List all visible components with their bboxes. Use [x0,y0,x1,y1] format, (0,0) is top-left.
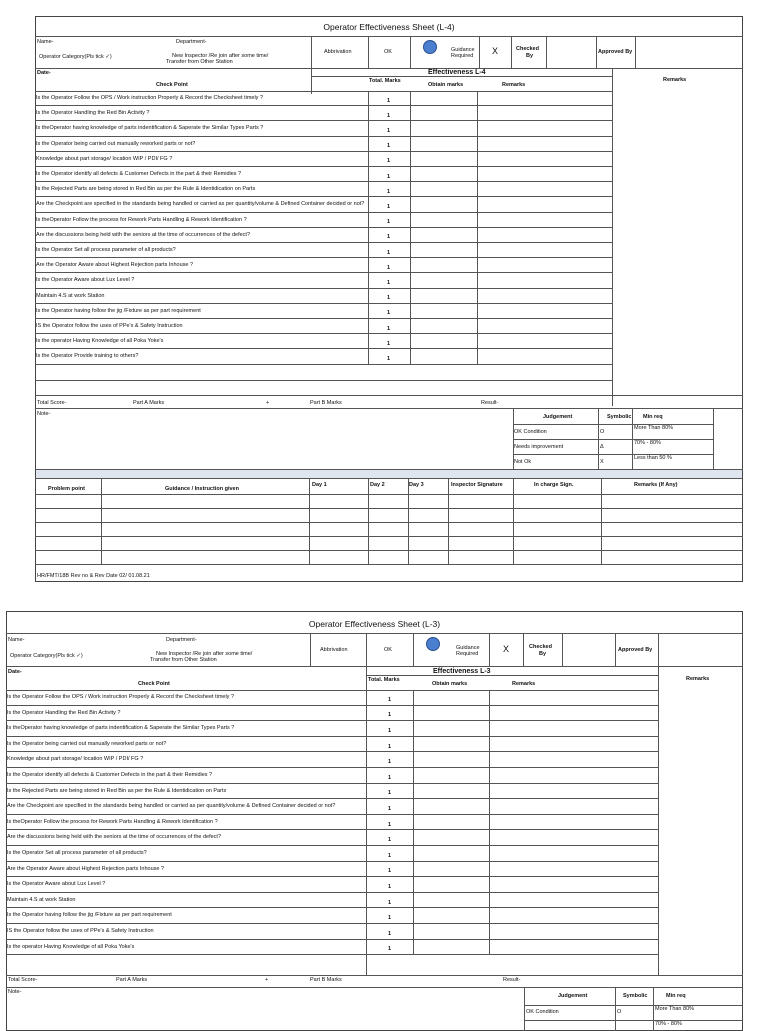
checkpoint-text: Is the Operator Handling the Red Bin Activity ? [36,110,150,117]
checkpoint-mark: 1 [387,264,391,271]
effectiveness-label: Effectiveness L-4 [428,69,486,76]
checkpoint-mark: 1 [387,340,391,347]
abbrivation-label: Abbrivation [324,49,352,55]
judgement-ok-label: OK Condition [526,1009,559,1015]
effectiveness-label: Effectiveness L-3 [433,668,491,675]
total-score-label: Total Score- [8,977,38,983]
checkpoint-mark: 1 [388,930,392,937]
guidance-label: Guidance [451,47,475,53]
checkpoint-mark: 1 [387,249,391,256]
checkpoint-mark: 1 [388,759,392,766]
checkpoint-mark: 1 [388,915,392,922]
checkpoint-text: Is the Rejected Parts are being stored in Red Bin as per the Rule & Identidication on Parts [36,186,256,193]
checkpoint-text: Is the Operator identify all defects & Customer Defects in the part & their Remidies ? [7,772,213,778]
checkpoint-text: Is the Operator being carried out manually reworked parts or not? [7,740,167,747]
transfer-option[interactable]: Transfer from Other Station [166,59,233,65]
new-inspector-option[interactable]: New Inspector /Re join after some time/ [172,53,269,59]
checkpoint-row [6,940,658,956]
total-marks-header: Total. Marks [369,78,401,84]
judgement-notok-label: Not Ok [514,459,532,465]
checkpoint-text: Is the Rejected Parts are being stored in Red Bin as per the Rule & Identidication on Parts [7,787,227,794]
checkpoint-text: Is the Operator Aware about Lux Level ? [36,277,135,284]
transfer-option[interactable]: Transfer from Other Station [150,657,217,663]
checked-label: Checked [529,644,552,650]
checkpoint-text: Are the discussions being held with the seniors at the time of occurrences of the defect? [36,231,251,238]
abbrivation-label: Abbrivation [320,647,348,653]
checkpoint-text: Maintain 4.S at work Station [7,896,76,903]
judgement-ok-min: More Than 80% [634,425,674,431]
checkpoint-text: Is the Operator Provide training to others? [36,353,139,360]
name-label: Name- [37,39,54,45]
checkpoint-row [6,862,658,878]
checkpoint-text: Are the Operator Aware about Highest Rejection parts Inhouse ? [36,262,194,269]
checkpoint-text: Are the Operator Aware about Highest Rejection parts Inhouse ? [7,865,165,872]
checkpoint-mark: 1 [387,355,391,362]
checkpoint-text: Is the Operator having follow the jig /Fixture as per part requirement [36,307,201,314]
checkpoint-row [35,91,612,106]
checkpoint-mark: 1 [388,946,392,953]
min-req-header: Min req [666,993,686,999]
plus-sign: + [265,977,269,983]
date-label: Date- [37,70,51,76]
checkpoint-mark: 1 [387,234,391,241]
checkpoint-mark: 1 [387,112,391,119]
checkpoint-mark: 1 [387,173,391,180]
judgement-notok-min: Less than 50 % [634,455,672,461]
date-label: Date- [8,669,22,675]
remarks-col-header: Remarks [502,82,526,88]
remarks-header: Remarks [663,77,687,83]
checkpoint-mark: 1 [388,883,392,890]
checkpoint-mark: 1 [388,774,392,781]
checkpoint-text: IS the Operator follow the uses of PPe's & Safety Instruction [36,323,183,329]
name-label: Name- [8,637,25,643]
inspector-signature-header: Inspector Signature [451,482,503,488]
checkpoint-row [6,768,658,784]
remarks-any-header: Remarks (If Any) [634,482,678,488]
checkpoint-mark: 1 [388,899,392,906]
ok-label: OK [384,49,392,55]
checkpoint-text: IS the Operator follow the uses of PPe's & Safety Instruction [7,928,154,934]
checkpoint-row [6,737,658,753]
check-point-header: Check Point [156,82,188,88]
checkpoint-row [6,846,658,862]
checkpoint-row [35,273,612,288]
day1-header: Day 1 [312,482,327,488]
checkpoint-row [6,690,658,706]
remarks-col-header: Remarks [512,681,536,687]
checkpoint-row [35,121,612,136]
part-a-label: Part A Marks [116,977,148,983]
checkpoint-text: Is theOperator Follow the process for Rework Parts Handling & Rework Identification ? [7,818,218,825]
checkpoint-text: Are the discussions being held with the seniors at the time of occurrences of the defect? [7,834,222,841]
judgement-header: Judgement [543,414,573,420]
checkpoint-row [35,258,612,273]
checkpoint-text: Is the Operator being carried out manually reworked parts or not? [36,140,196,147]
checkpoint-text: Maintain 4.S at work Station [36,292,105,299]
remarks-header: Remarks [686,676,710,682]
checkpoint-row [35,334,612,349]
guidance-label: Guidance [456,645,480,651]
checkpoint-row [35,213,612,228]
part-b-label: Part B Marks [310,400,342,406]
checkpoint-row [35,167,612,182]
judgement-improve-min: 70% - 80% [634,440,661,446]
sheet-title: Operator Effectiveness Sheet (L-4) [323,22,455,32]
checkpoint-text: Is the Operator Aware about Lux Level ? [7,881,106,888]
result-label: Result- [481,400,499,406]
checkpoint-row [35,349,612,364]
sheet-title: Operator Effectiveness Sheet (L-3) [308,619,441,629]
judgement-ok-min: More Than 80% [655,1006,695,1012]
checkpoint-text: Knowledge about part storage/ location WIP / PDI/ FG ? [7,756,144,763]
part-b-label: Part B Marks [310,977,342,983]
checkpoint-mark: 1 [387,188,391,195]
obtain-marks-header: Obtain marks [432,681,468,687]
checkpoint-mark: 1 [388,837,392,844]
judgement-header: Judgement [558,993,588,999]
checked-label: Checked [516,46,539,52]
required-label: Required [456,651,479,657]
checkpoint-text: Is theOperator having knowledge of parts indentification & Saperate the Similar Types Parts ? [36,125,264,132]
checkpoint-text: Is the Operator having follow the jig /Fixture as per part requirement [7,912,172,919]
checkpoint-row [35,319,612,334]
checkpoint-mark: 1 [388,852,392,859]
obtain-marks-header: Obtain marks [428,82,464,88]
total-score-label: Total Score- [37,400,67,406]
min-req-header: Min req [643,414,663,420]
checkpoint-mark: 1 [388,868,392,875]
symbolic-header: Symbolic [623,993,648,999]
judgement-ok-symbol: O [600,429,605,435]
checkpoint-mark: 1 [388,696,392,703]
checkpoint-text: Are the Checkpoint are specified in the standards being handled or carried as per quantity/volume & Defined Container decided or not? [7,803,336,810]
operator-category-label: Operator Category(Pls tick ✓) [39,54,112,60]
checkpoint-mark: 1 [387,279,391,286]
checkpoint-row [6,830,658,846]
checkpoint-row [6,815,658,831]
part-a-label: Part A Marks [133,400,165,406]
checkpoint-row [35,304,612,319]
checkpoint-row [6,799,658,815]
judgement-ok-symbol: O [617,1009,622,1015]
checkpoint-text: Is the operator Having Knowledge of all Poka Yoke's [7,943,135,950]
total-marks-header: Total. Marks [368,677,400,683]
symbolic-header: Symbolic [607,414,632,420]
judgement-notok-symbol: X [600,459,604,465]
sheet-l4 [0,16,768,582]
checkpoint-row [35,106,612,121]
checkpoint-text: Is the operator Having Knowledge of all Poka Yoke's [36,338,164,345]
ok-symbol-circle [426,637,440,651]
checkpoint-row [35,289,612,304]
x-symbol: X [492,46,499,56]
checkpoint-mark: 1 [388,727,392,734]
day3-header: Day 3 [409,482,424,488]
checkpoint-mark: 1 [387,97,391,104]
checkpoint-mark: 1 [387,310,391,317]
checkpoint-text: Is the Operator Set all process parameter of all products? [36,247,176,253]
checkpoint-row [6,924,658,940]
checkpoint-row [6,877,658,893]
checkpoint-text: Is theOperator Follow the process for Rework Parts Handling & Rework Identification ? [36,216,247,223]
approved-by-label: Approved By [598,49,633,55]
checkpoint-mark: 1 [387,295,391,302]
required-label: Required [451,53,474,59]
checkpoint-text: Are the Checkpoint are specified in the standards being handled or carried as per quantity/volume & Defined Container decided or not? [36,201,365,208]
checkpoint-mark: 1 [388,821,392,828]
operator-category-label: Operator Category(Pls tick ✓) [10,653,83,659]
incharge-sign-header: In charge Sign. [534,482,574,488]
guidance-given-header: Guidance / Instruction given [165,486,239,492]
new-inspector-option[interactable]: New Inspector /Re join after some time/ [156,651,253,657]
footer-doc-code: HR/FMT/18B Rev no & Rev Date 02/ 01.08.21 [37,573,150,579]
checkpoint-row [35,152,612,167]
checkpoint-mark: 1 [388,805,392,812]
checkpoint-mark: 1 [387,143,391,150]
ok-label: OK [384,647,392,653]
checkpoint-mark: 1 [387,127,391,134]
checkpoint-text: Is the Operator Handling the Red Bin Activity ? [7,709,121,716]
checkpoint-mark: 1 [387,325,391,332]
day2-header: Day 2 [370,482,385,488]
checkpoint-row [35,228,612,243]
checkpoint-text: Is the Operator Follow the OPS / Work instruction Properly & Record the Checksheet timely ? [7,694,235,700]
problem-point-header: Problem point [48,486,85,492]
plus-sign: + [266,400,270,406]
x-symbol: X [503,644,510,654]
checkpoint-mark: 1 [387,158,391,165]
checkpoint-mark: 1 [388,743,392,750]
approved-by-label: Approved By [618,647,653,653]
checkpoint-mark: 1 [388,790,392,797]
checkpoint-mark: 1 [387,219,391,226]
checkpoint-text: Is the Operator identify all defects & Customer Defects in the part & their Remidies ? [36,171,242,177]
judgement-improve-min: 70% - 80% [655,1021,682,1027]
checkpoint-row [35,137,612,152]
checkpoint-row [6,893,658,909]
checkpoint-text: Is theOperator having knowledge of parts indentification & Saperate the Similar Types Parts ? [7,725,235,732]
checkpoint-text: Is the Operator Set all process parameter of all products? [7,850,147,856]
checkpoint-mark: 1 [387,203,391,210]
department-label: Department- [166,637,197,643]
checkpoint-row [6,784,658,800]
checkpoint-row [35,182,612,197]
checkpoint-row [6,706,658,722]
result-label: Result- [503,977,521,983]
by-label: By [526,53,534,59]
ok-symbol-circle [423,40,437,54]
judgement-ok-label: OK Condition [514,429,547,435]
note-label: Note- [37,411,51,417]
department-label: Department- [176,39,207,45]
judgement-improve-label: Needs improvement [514,444,564,450]
checkpoint-text: Is the Operator Follow the OPS / Work instruction Properly & Record the Checksheet timely ? [36,95,264,101]
check-point-header: Check Point [138,681,170,687]
checkpoint-row [35,197,612,212]
checkpoint-mark: 1 [388,712,392,719]
by-label: By [539,651,547,657]
checkpoint-row [6,908,658,924]
checkpoint-row [6,721,658,737]
note-label: Note- [8,989,22,995]
checkpoint-text: Knowledge about part storage/ location WIP / PDI/ FG ? [36,155,173,162]
checkpoint-row [35,243,612,258]
checkpoint-row [6,752,658,768]
judgement-improve-symbol: Δ [600,444,604,450]
sheet-l3 [0,611,768,1027]
